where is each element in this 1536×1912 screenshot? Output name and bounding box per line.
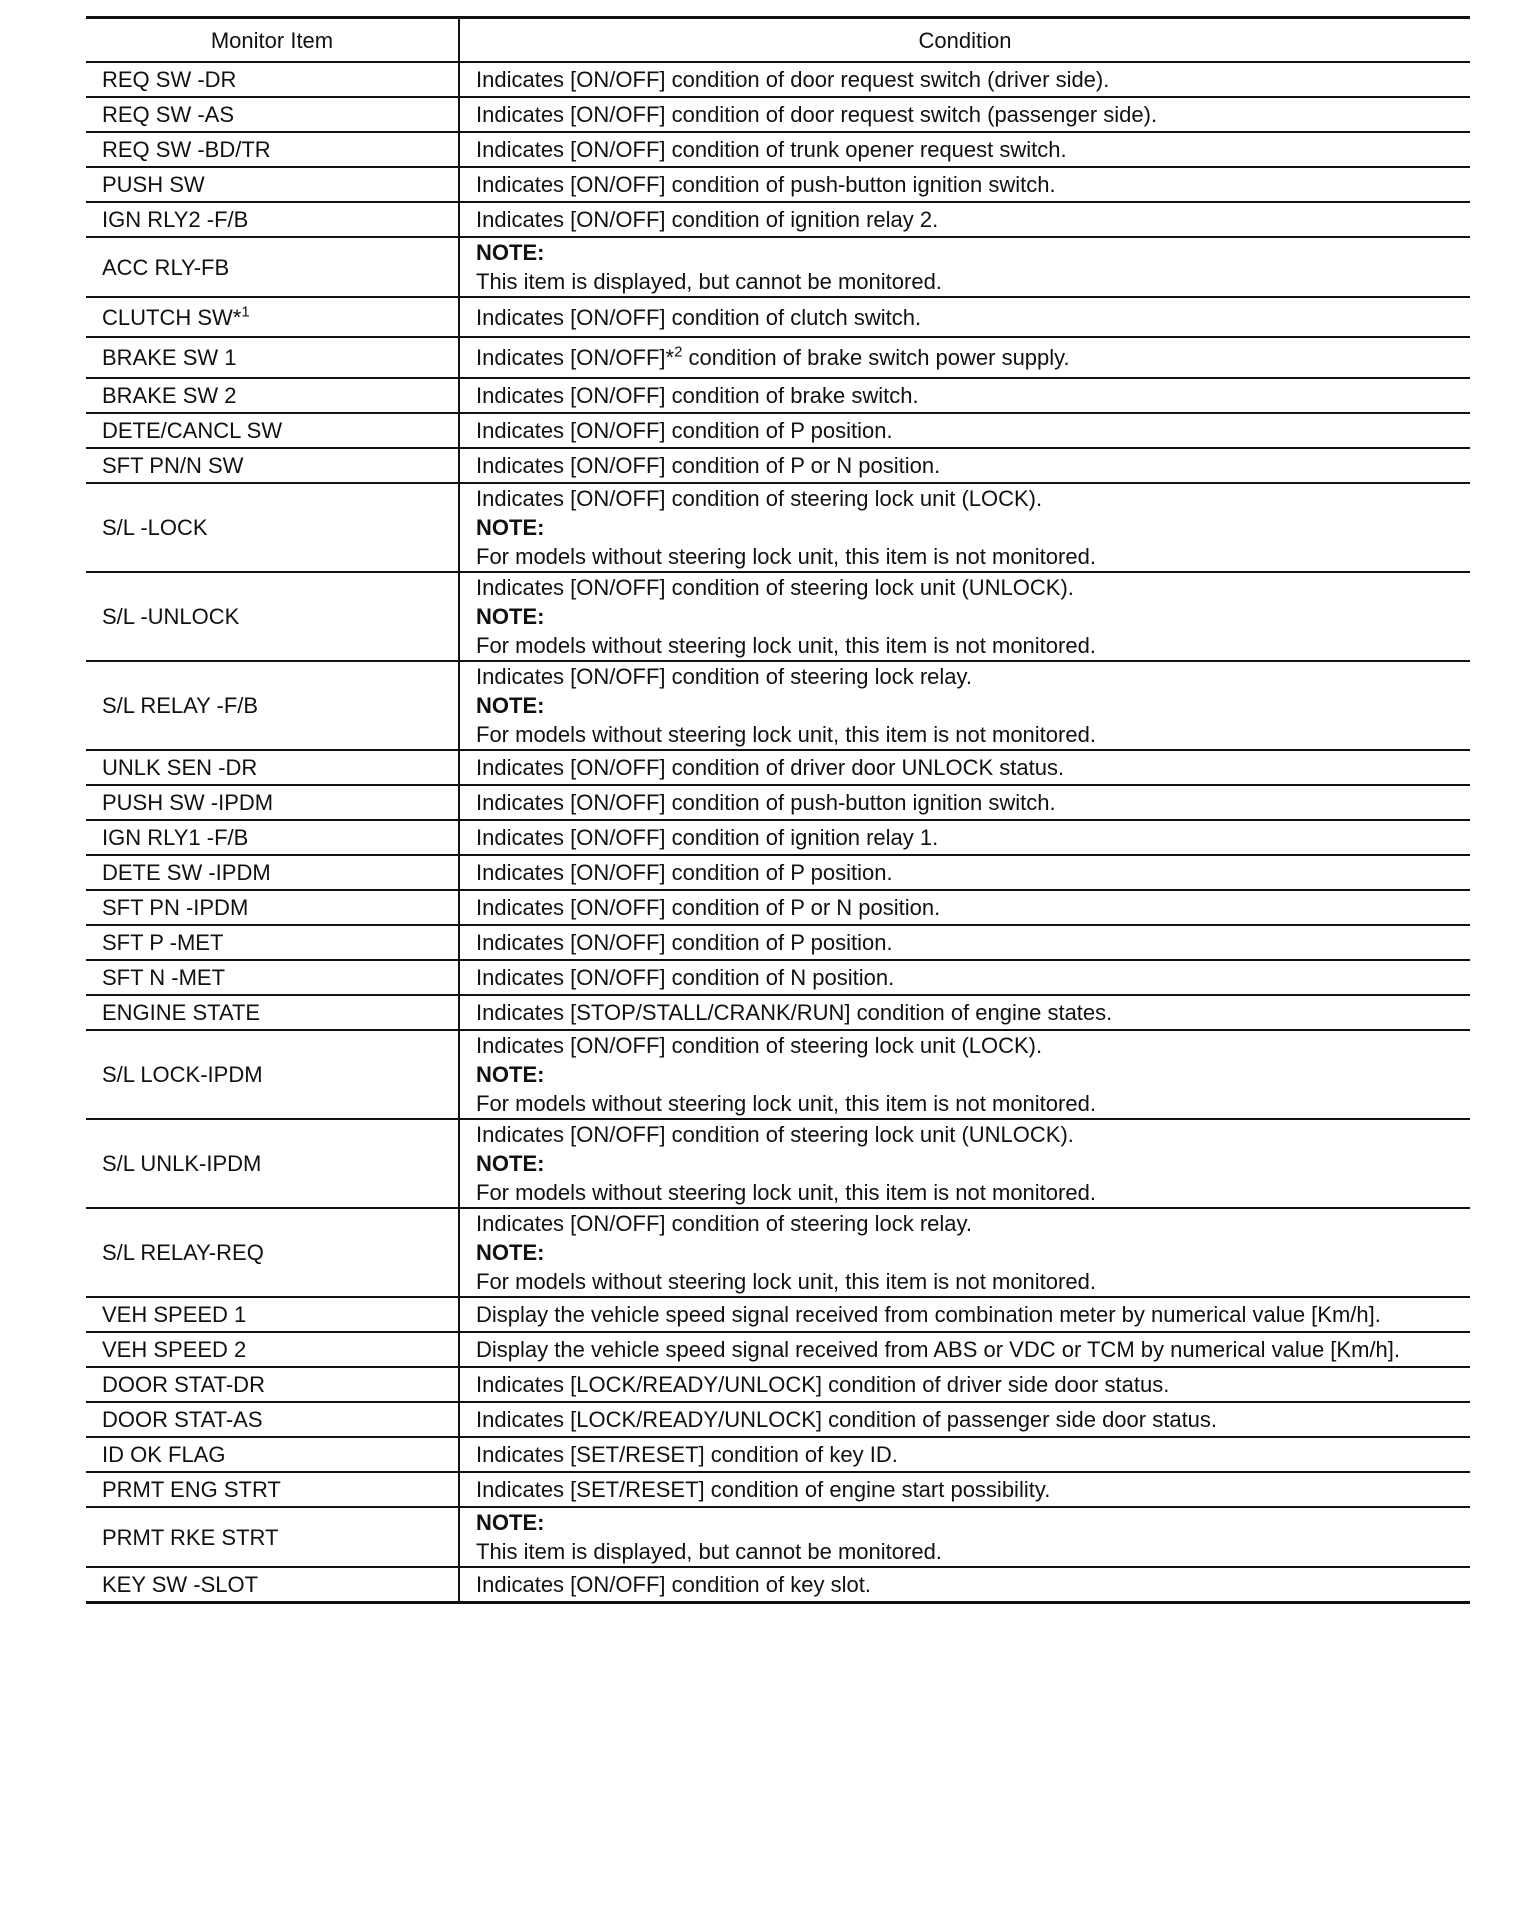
monitor-item-cell bbox=[86, 483, 459, 572]
condition-text bbox=[476, 343, 1470, 372]
condition-cell bbox=[459, 237, 1470, 297]
table-row bbox=[86, 1030, 1470, 1119]
condition-text: Indicates [LOCK/READY/UNLOCK] condition of passenger side door status. bbox=[476, 1407, 1218, 1432]
note-label: NOTE: bbox=[476, 240, 545, 265]
monitor-item-cell bbox=[86, 960, 459, 995]
monitor-item-cell bbox=[86, 750, 459, 785]
monitor-item-name: PRMT RKE STRT bbox=[102, 1524, 279, 1550]
condition-cell bbox=[459, 995, 1470, 1030]
monitor-item-name: VEH SPEED 1 bbox=[102, 1302, 247, 1327]
table-row bbox=[86, 661, 1470, 750]
monitor-item-cell bbox=[86, 413, 459, 448]
monitor-item-name: DETE/CANCL SW bbox=[102, 418, 283, 443]
condition-cell bbox=[459, 1030, 1470, 1119]
condition-text: Indicates [ON/OFF] condition of steering lock unit (LOCK). bbox=[476, 486, 1043, 511]
monitor-item-name: REQ SW -DR bbox=[102, 67, 237, 92]
condition-cell bbox=[459, 167, 1470, 202]
table-row bbox=[86, 337, 1470, 378]
condition-text: Indicates [ON/OFF] condition of push-button ignition switch. bbox=[476, 172, 1056, 197]
monitor-item-name: ENGINE STATE bbox=[102, 1000, 261, 1025]
condition-cell bbox=[459, 820, 1470, 855]
condition-cell bbox=[459, 297, 1470, 337]
monitor-item-cell bbox=[86, 337, 459, 378]
condition-text-part: condition of brake switch power supply. bbox=[682, 345, 1070, 370]
condition-text: Indicates [ON/OFF] condition of door request switch (passenger side). bbox=[476, 102, 1158, 127]
monitor-item-name: S/L -UNLOCK bbox=[102, 604, 240, 629]
table-row bbox=[86, 202, 1470, 237]
table-row bbox=[86, 167, 1470, 202]
note-text: For models without steering lock unit, this item is not monitored. bbox=[476, 722, 1096, 747]
condition-cell bbox=[459, 960, 1470, 995]
table-row bbox=[86, 925, 1470, 960]
condition-cell bbox=[459, 97, 1470, 132]
condition-text: Indicates [ON/OFF] condition of driver door UNLOCK status. bbox=[476, 755, 1065, 780]
table-row bbox=[86, 1297, 1470, 1332]
monitor-item-cell bbox=[86, 890, 459, 925]
table-row bbox=[86, 448, 1470, 483]
condition-cell bbox=[459, 132, 1470, 167]
condition-text: Indicates [ON/OFF] condition of steering lock relay. bbox=[476, 664, 973, 689]
monitor-item-cell bbox=[86, 661, 459, 750]
monitor-item-name: SFT P -MET bbox=[102, 930, 224, 955]
monitor-item-cell bbox=[86, 1030, 459, 1119]
condition-text: Indicates [SET/RESET] condition of engine start possibility. bbox=[476, 1477, 1051, 1502]
condition-cell bbox=[459, 378, 1470, 413]
monitor-item-cell bbox=[86, 167, 459, 202]
monitor-item-cell bbox=[86, 572, 459, 661]
monitor-item-name: PUSH SW -IPDM bbox=[102, 790, 274, 815]
note-label: NOTE: bbox=[476, 693, 545, 718]
table-row bbox=[86, 1367, 1470, 1402]
monitor-item-name: KEY SW -SLOT bbox=[102, 1571, 259, 1597]
monitor-item-cell bbox=[86, 448, 459, 483]
condition-text: Display the vehicle speed signal received from combination meter by numerical value [Km/h]. bbox=[476, 1302, 1381, 1327]
monitor-item-name: ACC RLY-FB bbox=[102, 254, 230, 280]
monitor-item-name: S/L -LOCK bbox=[102, 515, 208, 540]
note-label: NOTE: bbox=[476, 515, 545, 540]
table-row bbox=[86, 1472, 1470, 1507]
table-row bbox=[86, 1507, 1470, 1567]
condition-text: Indicates [STOP/STALL/CRANK/RUN] condition of engine states. bbox=[476, 1000, 1113, 1025]
monitor-item-cell bbox=[86, 237, 459, 297]
condition-text: Indicates [LOCK/READY/UNLOCK] condition of driver side door status. bbox=[476, 1372, 1170, 1397]
monitor-item-cell bbox=[86, 855, 459, 890]
monitor-item-cell bbox=[86, 1332, 459, 1367]
condition-cell bbox=[459, 1367, 1470, 1402]
monitor-item-table bbox=[86, 16, 1470, 1604]
monitor-item-name: REQ SW -AS bbox=[102, 102, 235, 127]
note-text: For models without steering lock unit, this item is not monitored. bbox=[476, 1091, 1096, 1116]
note-label: NOTE: bbox=[476, 604, 545, 629]
monitor-item-cell bbox=[86, 1472, 459, 1507]
table-row bbox=[86, 960, 1470, 995]
condition-text: Indicates [ON/OFF] condition of P position. bbox=[476, 860, 893, 885]
monitor-item-name: CLUTCH SW* bbox=[102, 304, 242, 330]
monitor-item-cell bbox=[86, 995, 459, 1030]
monitor-item-name: SFT N -MET bbox=[102, 965, 226, 990]
monitor-item-cell bbox=[86, 1507, 459, 1567]
table-row bbox=[86, 785, 1470, 820]
monitor-item-name: DOOR STAT-AS bbox=[102, 1407, 263, 1432]
table-row bbox=[86, 995, 1470, 1030]
header-monitor-item: Monitor Item bbox=[86, 18, 459, 63]
condition-text: Display the vehicle speed signal received from ABS or VDC or TCM by numerical value [Km/h]. bbox=[476, 1337, 1400, 1362]
footnote-marker: 1 bbox=[241, 303, 250, 321]
condition-text: Indicates [SET/RESET] condition of key ID. bbox=[476, 1442, 898, 1467]
condition-cell bbox=[459, 925, 1470, 960]
condition-cell bbox=[459, 1507, 1470, 1567]
note-text: For models without steering lock unit, this item is not monitored. bbox=[476, 1269, 1096, 1294]
note-text: This item is displayed, but cannot be monitored. bbox=[476, 1539, 942, 1564]
table-row bbox=[86, 1402, 1470, 1437]
monitor-item-name: VEH SPEED 2 bbox=[102, 1337, 247, 1362]
condition-cell bbox=[459, 202, 1470, 237]
note-text: For models without steering lock unit, this item is not monitored. bbox=[476, 633, 1096, 658]
condition-cell bbox=[459, 855, 1470, 890]
condition-text: Indicates [ON/OFF] condition of brake switch. bbox=[476, 383, 919, 408]
condition-cell bbox=[459, 572, 1470, 661]
condition-cell bbox=[459, 890, 1470, 925]
monitor-item-name: SFT PN/N SW bbox=[102, 453, 244, 478]
condition-cell bbox=[459, 1119, 1470, 1208]
table-row bbox=[86, 1119, 1470, 1208]
monitor-item-name: DETE SW -IPDM bbox=[102, 860, 271, 885]
monitor-item-name: UNLK SEN -DR bbox=[102, 755, 258, 780]
condition-text-part: Indicates [ON/OFF]* bbox=[476, 345, 675, 370]
monitor-item-name: S/L LOCK-IPDM bbox=[102, 1062, 263, 1087]
table-row bbox=[86, 378, 1470, 413]
condition-text: Indicates [ON/OFF] condition of P position. bbox=[476, 418, 893, 443]
condition-cell bbox=[459, 483, 1470, 572]
monitor-item-name: PUSH SW bbox=[102, 172, 205, 197]
note-text: This item is displayed, but cannot be monitored. bbox=[476, 269, 942, 294]
condition-cell bbox=[459, 413, 1470, 448]
table-row bbox=[86, 1332, 1470, 1367]
monitor-item-cell bbox=[86, 297, 459, 337]
footnote-marker: 2 bbox=[674, 343, 683, 361]
monitor-item-cell bbox=[86, 202, 459, 237]
condition-cell bbox=[459, 337, 1470, 378]
monitor-item-cell bbox=[86, 97, 459, 132]
monitor-item-cell bbox=[86, 1119, 459, 1208]
monitor-item-name: ID OK FLAG bbox=[102, 1442, 226, 1467]
table-row bbox=[86, 237, 1470, 297]
monitor-item-cell bbox=[86, 132, 459, 167]
monitor-item-cell bbox=[86, 1437, 459, 1472]
table-row bbox=[86, 1208, 1470, 1297]
condition-text: Indicates [ON/OFF] condition of P or N position. bbox=[476, 895, 941, 920]
table-row bbox=[86, 572, 1470, 661]
monitor-item-name: SFT PN -IPDM bbox=[102, 895, 249, 920]
table-row bbox=[86, 132, 1470, 167]
condition-cell bbox=[459, 785, 1470, 820]
condition-cell bbox=[459, 1437, 1470, 1472]
monitor-item-name: IGN RLY1 -F/B bbox=[102, 825, 249, 850]
note-label: NOTE: bbox=[476, 1062, 545, 1087]
monitor-item-cell bbox=[86, 1402, 459, 1437]
condition-cell bbox=[459, 1332, 1470, 1367]
condition-text: Indicates [ON/OFF] condition of steering lock unit (UNLOCK). bbox=[476, 1122, 1074, 1147]
monitor-item-name: S/L RELAY -F/B bbox=[102, 693, 259, 718]
table-row bbox=[86, 62, 1470, 97]
condition-text: Indicates [ON/OFF] condition of P position. bbox=[476, 930, 893, 955]
monitor-item-name: BRAKE SW 2 bbox=[102, 383, 237, 408]
note-text: For models without steering lock unit, this item is not monitored. bbox=[476, 1180, 1096, 1205]
condition-cell bbox=[459, 661, 1470, 750]
condition-cell bbox=[459, 750, 1470, 785]
header-condition: Condition bbox=[459, 18, 1470, 63]
note-label: NOTE: bbox=[476, 1151, 545, 1176]
monitor-item-cell bbox=[86, 378, 459, 413]
condition-cell bbox=[459, 1402, 1470, 1437]
monitor-item-cell bbox=[86, 820, 459, 855]
monitor-item-name: REQ SW -BD/TR bbox=[102, 137, 271, 162]
condition-cell bbox=[459, 1208, 1470, 1297]
monitor-item-cell bbox=[86, 1567, 459, 1602]
condition-text: Indicates [ON/OFF] condition of steering lock relay. bbox=[476, 1211, 973, 1236]
note-label: NOTE: bbox=[476, 1240, 545, 1265]
table-row bbox=[86, 890, 1470, 925]
monitor-item-cell bbox=[86, 1297, 459, 1332]
condition-text: Indicates [ON/OFF] condition of P or N position. bbox=[476, 453, 941, 478]
table-row bbox=[86, 1437, 1470, 1472]
condition-text: Indicates [ON/OFF] condition of door request switch (driver side). bbox=[476, 67, 1110, 92]
table-row bbox=[86, 820, 1470, 855]
condition-cell bbox=[459, 62, 1470, 97]
note-text: For models without steering lock unit, this item is not monitored. bbox=[476, 544, 1096, 569]
table-header-row bbox=[86, 18, 1470, 63]
condition-cell bbox=[459, 448, 1470, 483]
condition-text: Indicates [ON/OFF] condition of trunk opener request switch. bbox=[476, 137, 1067, 162]
condition-text: Indicates [ON/OFF] condition of steering lock unit (LOCK). bbox=[476, 1033, 1043, 1058]
condition-text: Indicates [ON/OFF] condition of clutch switch. bbox=[476, 304, 922, 330]
monitor-item-name: S/L RELAY-REQ bbox=[102, 1240, 264, 1265]
monitor-item-name: PRMT ENG STRT bbox=[102, 1477, 281, 1502]
table-row bbox=[86, 413, 1470, 448]
monitor-item-name: DOOR STAT-DR bbox=[102, 1372, 265, 1397]
table-row bbox=[86, 483, 1470, 572]
monitor-item-name: IGN RLY2 -F/B bbox=[102, 207, 249, 232]
condition-cell bbox=[459, 1472, 1470, 1507]
table-row bbox=[86, 1567, 1470, 1602]
table-row bbox=[86, 297, 1470, 337]
condition-text: Indicates [ON/OFF] condition of ignition relay 1. bbox=[476, 825, 939, 850]
condition-text: Indicates [ON/OFF] condition of steering lock unit (UNLOCK). bbox=[476, 575, 1074, 600]
condition-text: Indicates [ON/OFF] condition of N position. bbox=[476, 965, 895, 990]
monitor-item-name: BRAKE SW 1 bbox=[102, 345, 237, 370]
table-row bbox=[86, 750, 1470, 785]
condition-text: Indicates [ON/OFF] condition of push-button ignition switch. bbox=[476, 790, 1056, 815]
note-label: NOTE: bbox=[476, 1510, 545, 1535]
table-row bbox=[86, 97, 1470, 132]
monitor-item-name: S/L UNLK-IPDM bbox=[102, 1151, 262, 1176]
monitor-item-cell bbox=[86, 1367, 459, 1402]
condition-cell bbox=[459, 1567, 1470, 1602]
condition-text: Indicates [ON/OFF] condition of ignition relay 2. bbox=[476, 207, 939, 232]
condition-text: Indicates [ON/OFF] condition of key slot. bbox=[476, 1571, 871, 1597]
monitor-item-cell bbox=[86, 1208, 459, 1297]
table-row bbox=[86, 855, 1470, 890]
condition-cell bbox=[459, 1297, 1470, 1332]
monitor-item-cell bbox=[86, 925, 459, 960]
monitor-item-cell bbox=[86, 62, 459, 97]
monitor-item-cell bbox=[86, 785, 459, 820]
